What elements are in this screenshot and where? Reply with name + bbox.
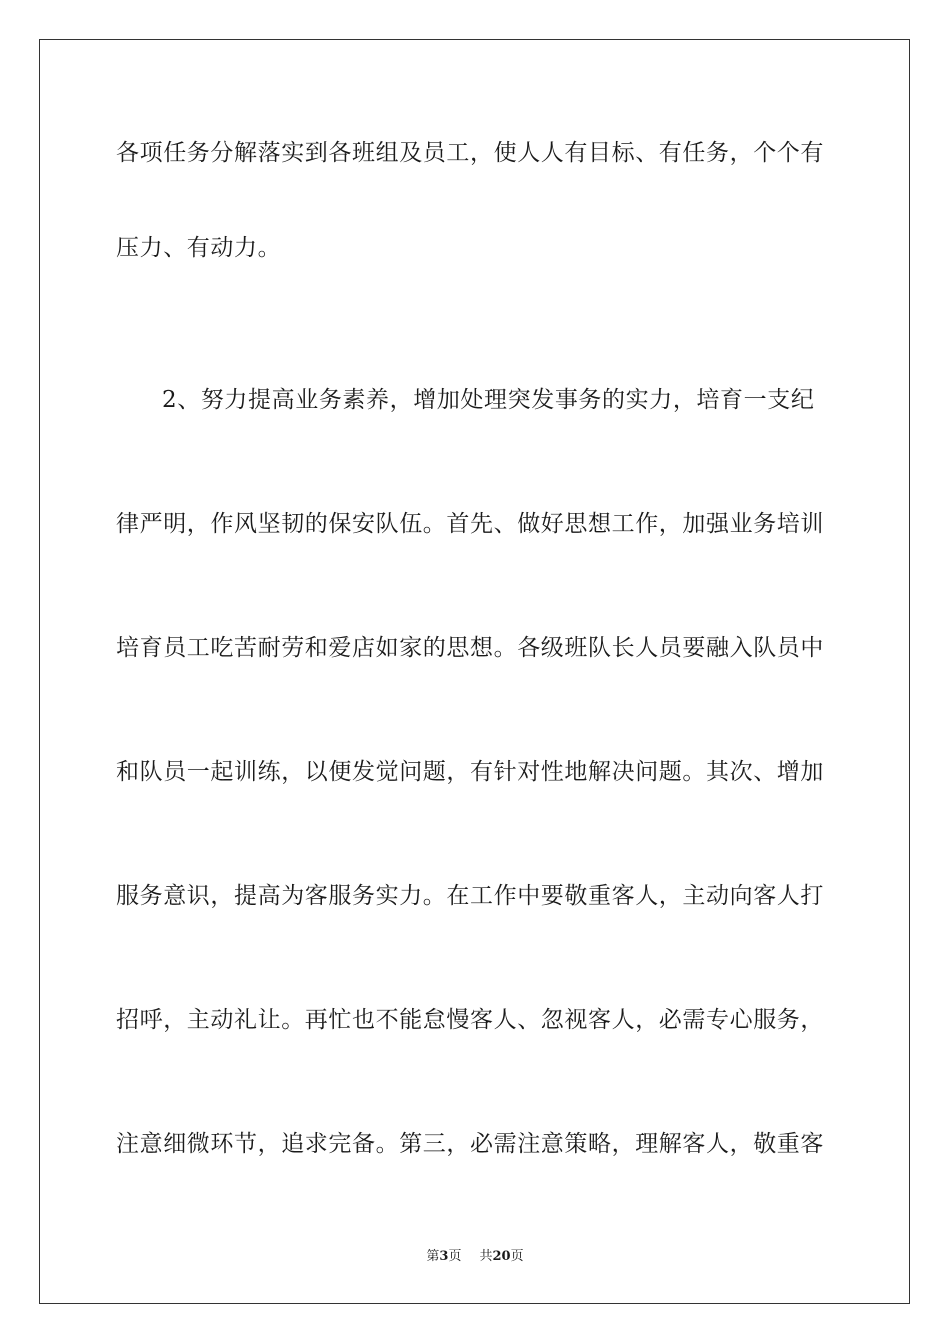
- footer-total-pages: 20: [492, 1249, 511, 1264]
- text-line-1: 各项任务分解落实到各班组及员工，使人人有目标、有任务，个个有: [116, 140, 824, 166]
- footer-page-suffix: 页: [448, 1249, 462, 1264]
- page-border: [39, 39, 910, 1304]
- text-line-8: 招呼，主动礼让。再忙也不能怠慢客人、忽视客人，必需专心服务，: [116, 1007, 824, 1033]
- text-line-7: 服务意识，提高为客服务实力。在工作中要敬重客人，主动向客人打: [116, 883, 824, 909]
- footer-page-number: 3: [439, 1249, 449, 1264]
- footer-total-suffix: 页: [510, 1249, 524, 1264]
- text-line-3: 2、努力提高业务素养，增加处理突发事务的实力，培育一支纪: [162, 387, 815, 413]
- text-line-9: 注意细微环节，追求完备。第三，必需注意策略，理解客人，敬重客: [116, 1131, 824, 1157]
- text-line-5: 培育员工吃苦耐劳和爱店如家的思想。各级班队长人员要融入队员中: [116, 635, 824, 661]
- text-line-2: 压力、有动力。: [116, 235, 282, 261]
- footer-total-prefix: 共: [479, 1249, 493, 1264]
- text-line-4: 律严明，作风坚韧的保安队伍。首先、做好思想工作，加强业务培训: [116, 511, 824, 537]
- page-footer: [0, 1248, 950, 1266]
- footer-page-prefix: 第: [426, 1249, 440, 1264]
- text-line-6: 和队员一起训练，以便发觉问题，有针对性地解决问题。其次、增加: [116, 759, 824, 785]
